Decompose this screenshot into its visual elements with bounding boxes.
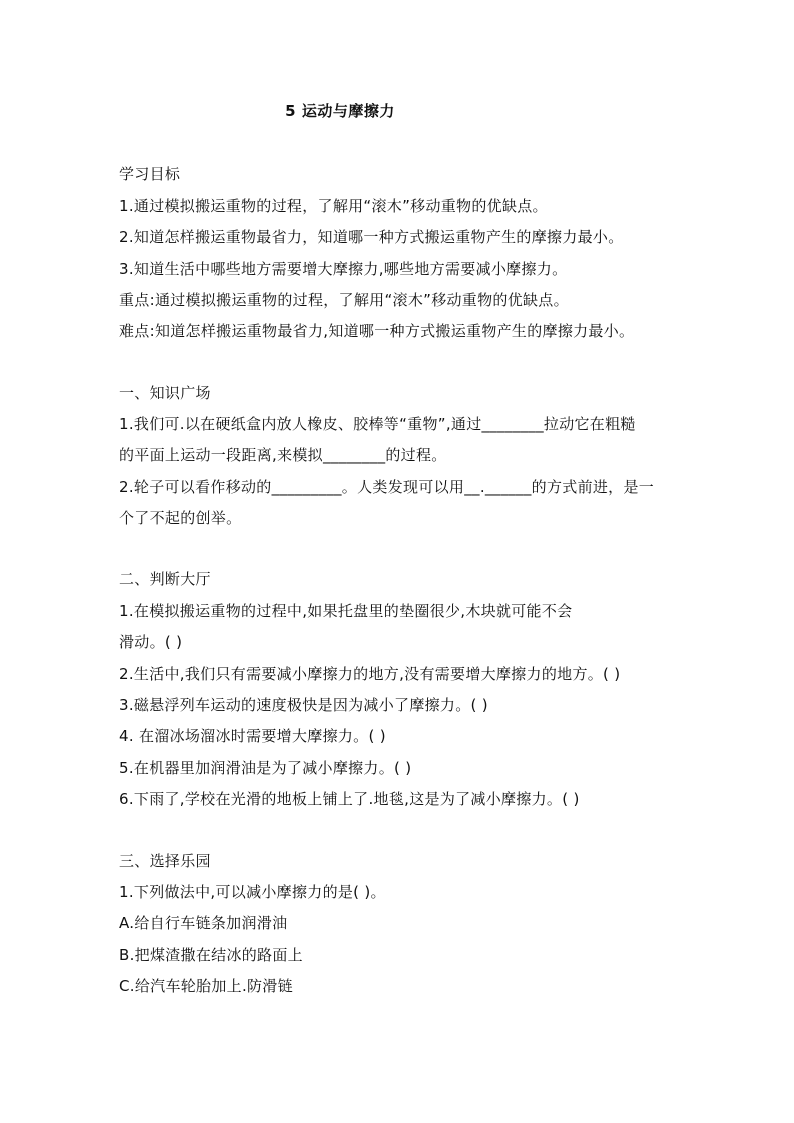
- objectives-heading: 学习目标: [119, 165, 181, 183]
- objective-item-2: 2.知道怎样搬运重物最省力，知道哪一种方式搬运重物产生的摩擦力最小。: [119, 228, 624, 246]
- judgment-item-3: 3.磁悬浮列车运动的速度极快是因为减小了摩擦力。( ): [119, 696, 488, 714]
- section1-line: 2.轮子可以看作移动的_________。人类发现可以用__.______的方式前进，是一: [119, 478, 655, 496]
- section1-line: 的平面上运动一段距离,来模拟________的过程。: [119, 446, 447, 464]
- difficult-point: 难点:知道怎样搬运重物最省力,知道哪一种方式搬运重物产生的摩擦力最小。: [119, 322, 635, 340]
- judgment-item-6: 6.下雨了,学校在光滑的地板上铺上了.地毯,这是为了减小摩擦力。( ): [119, 790, 580, 808]
- judgment-item-4: 4. 在溜冰场溜冰时需要增大摩擦力。( ): [119, 727, 386, 745]
- choice-option-c: C.给汽车轮胎加上.防滑链: [119, 977, 293, 995]
- choice-option-a: A.给自行车链条加润滑油: [119, 914, 288, 932]
- choice-question-1: 1.下列做法中,可以减小摩擦力的是( )。: [119, 883, 386, 901]
- objective-item-1: 1.通过模拟搬运重物的过程，了解用“滚木”移动重物的优缺点。: [119, 197, 548, 215]
- judgment-item-1-line-2: 滑动。( ): [119, 633, 183, 651]
- judgment-item-5: 5.在机器里加润滑油是为了减小摩擦力。( ): [119, 759, 412, 777]
- judgment-item-2: 2.生活中,我们只有需要减小摩擦力的地方,没有需要增大摩擦力的地方。( ): [119, 665, 621, 683]
- choice-option-b: B.把煤渣撒在结冰的路面上: [119, 946, 303, 964]
- section1-line: 个了不起的创举。: [119, 509, 242, 527]
- key-point: 重点:通过模拟搬运重物的过程，了解用“滚木”移动重物的优缺点。: [119, 291, 569, 309]
- section3-heading: 三、选择乐园: [119, 852, 211, 870]
- section1-line: 1.我们可.以在硬纸盒内放人橡皮、胶棒等“重物”,通过________拉动它在粗糙: [119, 415, 636, 433]
- objective-item-3: 3.知道生活中哪些地方需要增大摩擦力,哪些地方需要减小摩擦力。: [119, 260, 568, 278]
- judgment-item-1-line-1: 1.在模拟搬运重物的过程中,如果托盘里的垫圈很少,木块就可能不会: [119, 602, 573, 620]
- page-title: 5 运动与摩擦力: [285, 102, 395, 120]
- section2-heading: 二、判断大厅: [119, 570, 211, 588]
- section1-heading: 一、知识广场: [119, 384, 211, 402]
